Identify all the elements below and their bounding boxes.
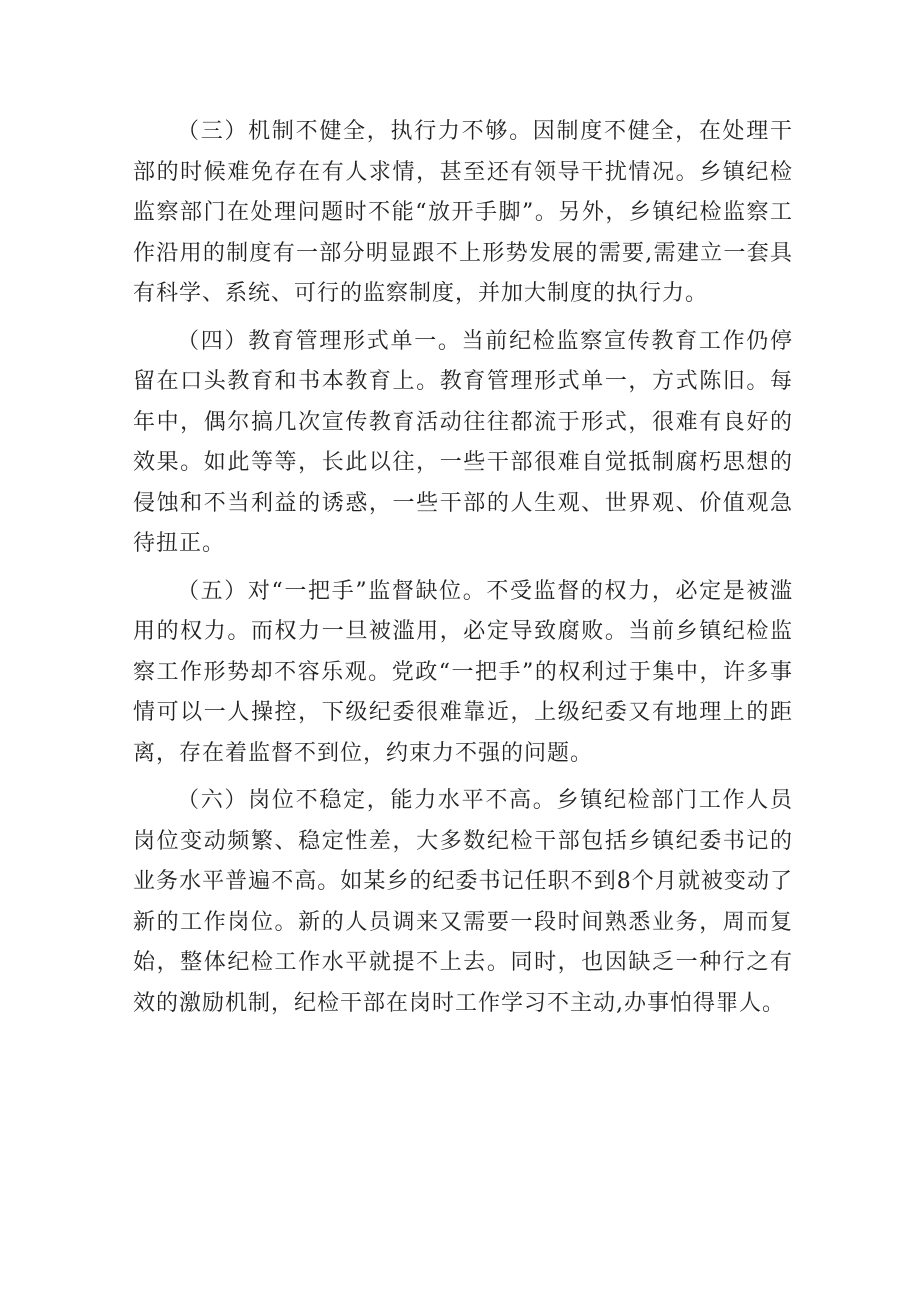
paragraph-supervision: （五）对“一把手”监督缺位。不受监督的权力，必定是被滥用的权力。而权力一旦被滥用，必定导致腐败。当前乡镇纪检监察工作形势却不容乐观。党政“一把手”的权利过于集中，许多事情可以一人操控，下级纪委很难靠近，上级纪委又有地理上的距离，存在着监督不到位，约束力不强的问题。 (133, 578, 793, 766)
paragraph-position: （六）岗位不稳定，能力水平不高。乡镇纪检部门工作人员岗位变动频繁、稳定性差，大多数纪检干部包括乡镇纪委书记的业务水平普遍不高。如某乡的纪委书记任职不到8个月就被变动了新的工作岗位。新的人员调来又需要一段时间熟悉业务，周而复始，整体纪检工作水平就提不上去。同时，也因缺乏一种行之有效的激励机制，纪检干部在岗时工作学习不主动,办事怕得罪人。 (133, 788, 793, 1016)
document-body (133, 112, 793, 1031)
paragraph-mechanism: （三）机制不健全，执行力不够。因制度不健全，在处理干部的时候难免存在有人求情，甚至还有领导干扰情况。乡镇纪检监察部门在处理问题时不能“放开手脚”。另外，乡镇纪检监察工作沿用的制度有一部分明显跟不上形势发展的需要,需建立一套具有科学、系统、可行的监察制度，并加大制度的执行力。 (133, 119, 793, 306)
paragraph-education: （四）教育管理形式单一。当前纪检监察宣传教育工作仍停留在口头教育和书本教育上。教育管理形式单一，方式陈旧。每年中，偶尔搞几次宣传教育活动往往都流于形式，很难有良好的效果。如此等等，长此以往，一些干部很难自觉抵制腐朽思想的侵蚀和不当利益的诱惑，一些干部的人生观、世界观、价值观急待扭正。 (133, 328, 793, 556)
